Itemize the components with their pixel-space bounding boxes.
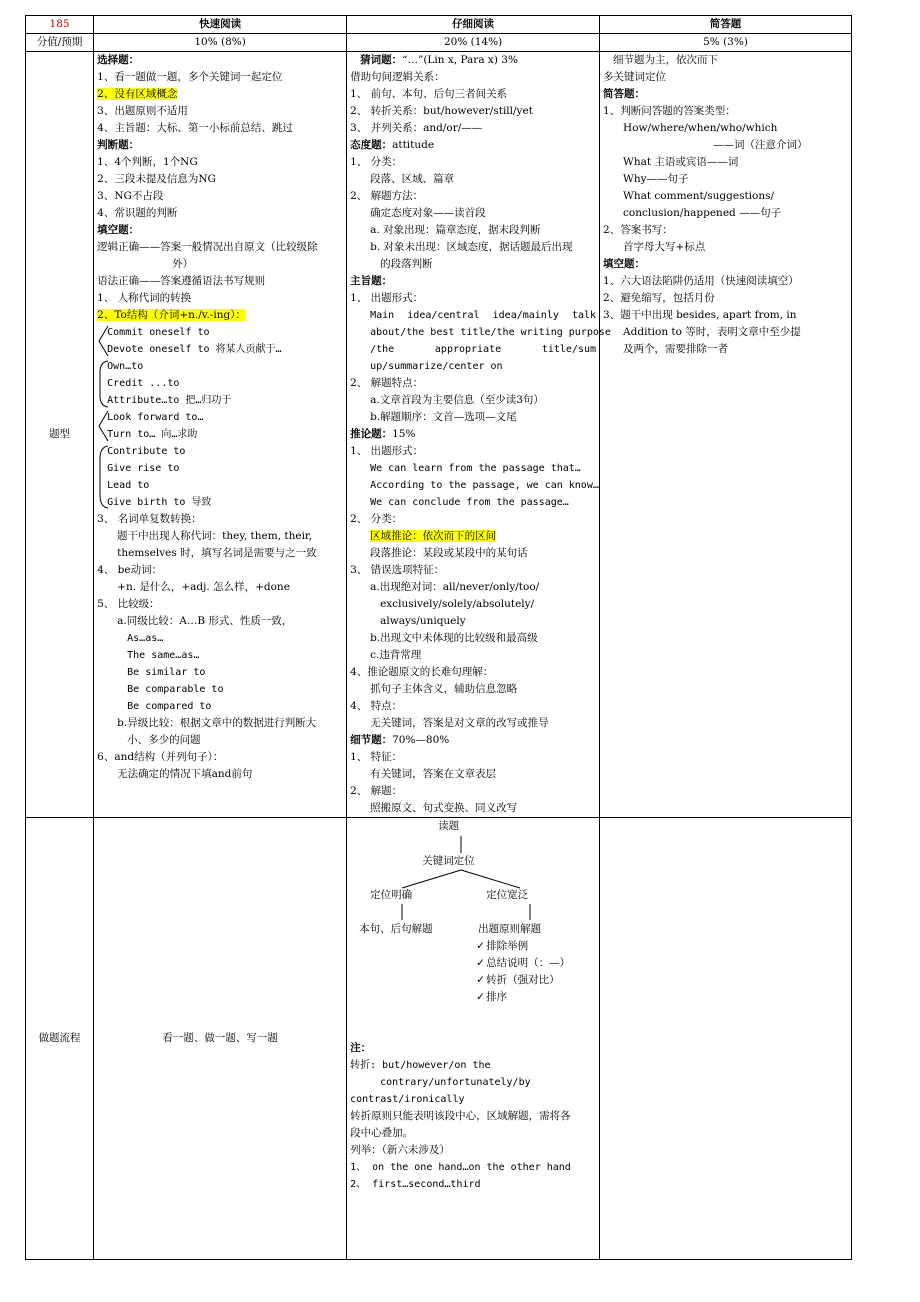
flow-read: 读题 [438, 820, 460, 832]
noun-number-b: themselves 时，填写名词是需要与之一致 [117, 547, 317, 559]
flow-check-label: 总结说明（：—） [486, 957, 571, 969]
main-idea-item: b.解题顺序：文首—选项—文尾 [370, 411, 517, 423]
flow-check [476, 989, 508, 1006]
note-line: contrast/ironically [350, 1094, 465, 1105]
noun-number-a: 题干中出现人称代词：they, them, their, [117, 530, 313, 542]
attitude-item: 的段落判断 [380, 258, 433, 270]
brace-icon [97, 324, 109, 358]
choice-item: 3、出题原则不适用 [97, 105, 188, 117]
be-verb-a: +n. 是什么，+adj. 怎么样，+done [117, 581, 290, 593]
choice-item: 4、主旨题：大标、第一小标前总结、跳过 [97, 122, 293, 134]
flow-broad: 定位宽泛 [486, 889, 529, 901]
to-group-4 [97, 443, 343, 511]
judge-title: 判断题： [97, 139, 140, 151]
judge-item: 1、4个判断，1个NG [97, 156, 198, 168]
short-answer-item: 1、判断问答题的答案类型： [603, 105, 736, 117]
types-label: 题型 [26, 52, 94, 818]
inference-title: 推论题： [350, 428, 393, 440]
guess-item: 3、 并列关系：and/or/—— [350, 122, 483, 134]
phrase: Devote oneself to 将某人贡献于… [107, 344, 282, 355]
score-row [26, 34, 852, 52]
comparative-phrase: Be similar to [127, 667, 206, 678]
main-idea-form: /the appropriate title/sum [370, 344, 597, 355]
score-label: 分值/预期 [26, 34, 94, 52]
process-quick: 看一题、做一题、写一题 [94, 818, 347, 1260]
col-careful-reading: 仔细阅读 [347, 16, 600, 34]
fill-title: 填空题： [97, 224, 140, 236]
guess-rest: “…”(Lin x, Para x) 3% [402, 54, 518, 66]
judge-item: 4、常识题的判断 [97, 207, 178, 219]
to-group-3 [97, 409, 343, 443]
short-answer-type: conclusion/happened ——句子 [623, 207, 782, 219]
note-line: contrary/unfortunately/by [380, 1077, 531, 1088]
process-row [26, 818, 852, 1260]
page-number: 185 [26, 16, 94, 34]
quick-types-cell [94, 52, 347, 818]
flow-check-label: 排除举例 [486, 940, 529, 952]
be-verb: 4、 be动词： [97, 564, 163, 576]
process-short-cell [600, 818, 852, 1260]
brace-icon [97, 409, 109, 443]
inference-item: a.出现绝对词：all/never/only/too/ [370, 581, 540, 593]
attitude-item: a. 对象出现：篇章态度，据末段判断 [370, 224, 541, 236]
phrase: Give rise to [107, 463, 180, 474]
choice-item: 1、看一题做一题，多个关键词一起定位 [97, 71, 283, 83]
short-fill-item: 1、六大语法陷阱仍适用（快速阅读填空） [603, 275, 799, 287]
comparative: 5、 比较级： [97, 598, 160, 610]
fill-pronoun: 1、 人称代词的转换 [97, 292, 192, 304]
phrase: Give birth to 导致 [107, 497, 212, 508]
fill-logic: 逻辑正确——答案一般情况出自原文（比较级除 [97, 241, 318, 253]
main-idea-form: Main idea/central idea/mainly talk [370, 310, 597, 321]
header-row [26, 16, 852, 34]
inference-item: 无关键词，答案是对文章的改写或推导 [370, 717, 549, 729]
check-icon: ✓ [476, 957, 485, 969]
flow-locate: 关键词定位 [422, 855, 475, 867]
inference-item: c.违背常理 [370, 649, 422, 661]
noun-number: 3、 名词单复数转换： [97, 513, 202, 525]
inference-item: 1、 出题形式： [350, 445, 424, 457]
main-idea-item: 1、 出题形式： [350, 292, 424, 304]
comparative-phrase: The same…as… [127, 650, 200, 661]
judge-item: 2、三段未提及信息为NG [97, 173, 216, 185]
to-group-1 [97, 324, 343, 358]
main-idea-form: about/the best title/the writing purpose [370, 327, 611, 338]
attitude-item: 段落、区域、篇章 [370, 173, 455, 185]
flow-sentence: 本句、后句解题 [359, 923, 433, 935]
detail-title: 细节题： [350, 734, 393, 746]
inference-region-highlight: 区域推论：依次而下的区间 [370, 530, 497, 542]
short-answer-title: 简答题： [603, 88, 646, 100]
comparative-a: a.同级比较：A…B 形式、性质一致， [117, 615, 293, 627]
fill-logic-cont: 外） [172, 258, 194, 270]
note-line: 列举：（新六未涉及） [350, 1144, 450, 1156]
main-idea-item: 2、 解题特点： [350, 377, 424, 389]
short-answer-item: 首字母大写+标点 [623, 241, 706, 253]
detail-item: 有关键词，答案在文章表层 [370, 768, 497, 780]
inference-item: 4、 特点： [350, 700, 403, 712]
phrase: Turn to… 向…求助 [107, 429, 198, 440]
short-types-cell [600, 52, 852, 818]
inference-item: exclusively/solely/absolutely/ [380, 598, 535, 610]
inference-item: b.出现文中未体现的比较级和最高级 [370, 632, 538, 644]
attitude-item: b. 对象未出现：区域态度，据话题最后出现 [370, 241, 573, 253]
note-line: 转折: but/however/on the [350, 1060, 491, 1071]
phrase: Own…to [107, 361, 144, 372]
guess-item: 1、 前句、本句、后句三者间关系 [350, 88, 508, 100]
main-idea-item: a.文章首段为主要信息（至少读3句） [370, 394, 544, 406]
note-line: 2、 first…second…third [350, 1179, 481, 1190]
attitude-item: 2、 解题方法： [350, 190, 424, 202]
brace-icon [97, 443, 109, 511]
note-line: 转折原则只能表明该段中心，区域解题，需将各 [350, 1110, 571, 1122]
guess-item: 借助句间逻辑关系： [350, 71, 445, 83]
score-quick: 10% (8%) [94, 34, 347, 52]
phrase: Credit ...to [107, 378, 180, 389]
attitude-rest: attitude [392, 139, 435, 151]
detail-item: 1、 特征： [350, 751, 403, 763]
note-title: 注： [350, 1042, 372, 1054]
comparative-b-cont: 小、多少的问题 [127, 734, 201, 746]
and-structure: 6、and结构（并列句子）： [97, 751, 224, 763]
guess-item: 2、 转折关系：but/however/still/yet [350, 105, 533, 117]
col-short-answer: 简答题 [600, 16, 852, 34]
process-careful-cell [347, 818, 600, 1260]
short-answer-type: What comment/suggestions/ [623, 190, 775, 202]
check-icon: ✓ [476, 940, 485, 952]
phrase: Attribute…to 把…归功于 [107, 395, 232, 406]
types-row [26, 52, 852, 818]
notes-table [25, 15, 852, 1260]
phrase: Look forward to… [107, 412, 204, 423]
flow-principle: 出题原则解题 [478, 923, 542, 935]
flow-clear: 定位明确 [370, 889, 413, 901]
short-answer-type: ——词（注意介词） [713, 139, 808, 151]
inference-item: 2、 分类： [350, 513, 403, 525]
short-intro: 细节题为主，依次而下 [613, 54, 719, 66]
check-icon: ✓ [476, 974, 485, 986]
short-fill-item: 2、避免缩写，包括月份 [603, 292, 715, 304]
inference-item: 段落推论：某段或某段中的某句话 [370, 547, 528, 559]
comparative-phrase: Be compared to [127, 701, 212, 712]
col-quick-reading: 快速阅读 [94, 16, 347, 34]
inference-form: We can learn from the passage that… [370, 463, 581, 474]
short-answer-type: What 主语或宾语——词 [623, 156, 739, 168]
short-fill-title: 填空题： [603, 258, 646, 270]
detail-item: 2、 解题： [350, 785, 403, 797]
process-flowchart [350, 818, 596, 1018]
inference-rest: 15% [392, 428, 416, 440]
inference-item: 3、 错误选项特征： [350, 564, 445, 576]
attitude-item: 1、 分类： [350, 156, 403, 168]
short-answer-type: Why——句子 [623, 173, 689, 185]
score-short: 5% (3%) [600, 34, 852, 52]
short-fill-item: 3、题干中出现 besides, apart from, in [603, 309, 797, 321]
to-group-2 [97, 358, 343, 409]
phrase: Contribute to [107, 446, 186, 457]
flow-check-label: 排序 [486, 991, 508, 1003]
comparative-phrase: As…as… [127, 633, 164, 644]
judge-item: 3、NG不占段 [97, 190, 164, 202]
phrase: Lead to [107, 480, 150, 491]
inference-form: According to the passage, we can know… [370, 480, 599, 491]
inference-item: 4、推论题原文的长难句理解： [350, 666, 494, 678]
flow-check [476, 972, 560, 989]
attitude-title: 态度题： [350, 139, 393, 151]
choice-item-highlight: 2、没有区域概念 [97, 88, 178, 100]
fill-to-structure: 2、To结构（介词+n./v.-ing）： [97, 309, 246, 321]
check-icon: ✓ [476, 991, 485, 1003]
flow-check [476, 955, 571, 972]
inference-item: always/uniquely [380, 615, 466, 627]
inference-item: 抓句子主体含义，辅助信息忽略 [370, 683, 518, 695]
and-structure-a: 无法确定的情况下填and前句 [117, 768, 253, 780]
attitude-item: 确定态度对象——读首段 [370, 207, 486, 219]
phrase: Commit oneself to [107, 327, 210, 338]
inference-form: We can conclude from the passage… [370, 497, 569, 508]
main-idea-title: 主旨题： [350, 275, 393, 287]
score-careful: 20% (14%) [347, 34, 600, 52]
careful-types-cell [347, 52, 611, 818]
short-fill-item: 及两个，需要排除一者 [623, 343, 729, 355]
short-answer-type: How/where/when/who/which [623, 122, 778, 134]
detail-rest: 70%—80% [392, 734, 450, 746]
guess-title: 猜词题： [360, 54, 403, 66]
comparative-phrase: Be comparable to [127, 684, 224, 695]
short-fill-item: Addition to 等时，表明文章中至少提 [623, 326, 801, 338]
comparative-b: b.异级比较：根据文章中的数据进行判断大 [117, 717, 317, 729]
fill-grammar: 语法正确——答案遵循语法书写规则 [97, 275, 266, 287]
note-line: 段中心叠加。 [350, 1127, 414, 1139]
detail-item: 照搬原文、句式变换、同义改写 [370, 802, 518, 814]
short-answer-item: 2、答案书写： [603, 224, 673, 236]
process-label: 做题流程 [26, 818, 94, 1260]
brace-icon [97, 358, 109, 409]
choice-title: 选择题： [97, 54, 140, 66]
main-idea-form: up/summarize/center on [370, 361, 503, 372]
flow-check-label: 转折（强对比） [486, 974, 560, 986]
flow-check [476, 938, 529, 955]
short-intro: 多关键词定位 [603, 71, 667, 83]
note-line: 1、 on the one hand…on the other hand [350, 1162, 571, 1173]
